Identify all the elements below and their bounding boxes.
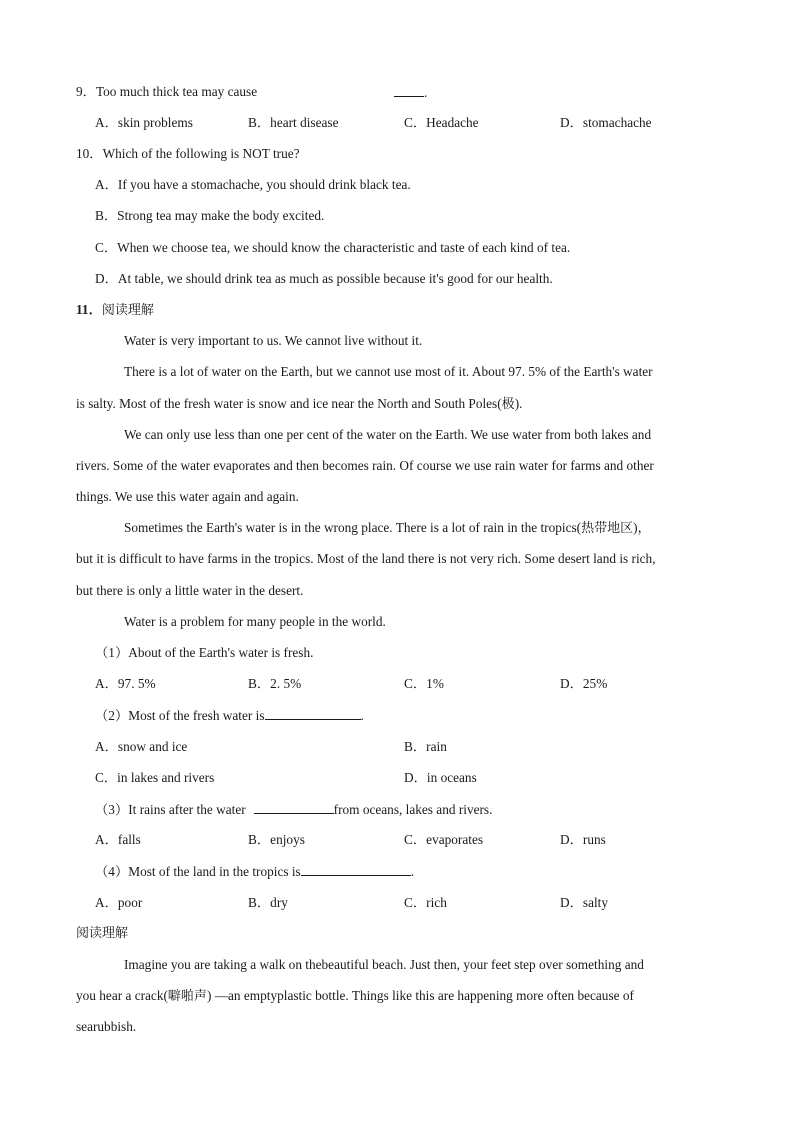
question-number: 10．: [76, 146, 103, 161]
option-text: If you have a stomachache, you should drink black tea.: [117, 177, 411, 192]
option-b: [248, 894, 288, 912]
answer-blank: [265, 706, 361, 720]
option-text: runs: [582, 832, 606, 847]
subquestion-label: （2）: [95, 708, 129, 723]
option-letter: B．: [248, 115, 271, 130]
option-text: rich: [426, 895, 447, 910]
subquestion-3-stem: [95, 800, 492, 819]
option-d: [95, 270, 553, 288]
subquestion-4-stem: [95, 862, 414, 881]
option-c: [95, 239, 570, 257]
option-letter: C．: [95, 240, 118, 255]
passage-line: searubbish.: [76, 1019, 137, 1034]
passage-line: [76, 987, 634, 1006]
question-number: 9．: [76, 84, 96, 99]
question-text: Too much thick tea may cause: [95, 84, 258, 99]
option-d: [560, 831, 606, 849]
question-number: 11．: [76, 302, 102, 317]
option-a: [95, 894, 142, 912]
passage-line: There is a lot of water on the Earth, but we cannot use most of it. About 97. 5% of the Earth's water: [124, 364, 653, 379]
passage-line: but it is difficult to have farms in the tropics. Most of the land there is not very rich. Some desert land is rich,: [76, 551, 656, 566]
option-letter: B．: [248, 832, 271, 847]
subquestion-label: （4）: [95, 864, 129, 879]
subquestion-text: Most of the fresh water is: [128, 708, 265, 723]
section-heading: 阅读理解: [76, 926, 129, 941]
option-text: poor: [117, 895, 143, 910]
option-a: [95, 738, 187, 756]
answer-blank: [301, 862, 411, 876]
passage-paragraph: Water is very important to us. We cannot live without it.: [124, 333, 423, 348]
option-a: [95, 176, 411, 194]
section-heading: 阅读理解: [101, 303, 154, 318]
option-text: 1%: [426, 676, 444, 691]
answer-blank: [254, 800, 334, 814]
option-letter: D．: [560, 676, 583, 691]
punctuation: .: [360, 708, 364, 723]
option-letter: B．: [404, 739, 427, 754]
punctuation: .: [424, 85, 428, 100]
option-letter: D．: [95, 271, 118, 286]
passage-line: things. We use this water again and again.: [76, 489, 299, 504]
option-letter: C．: [404, 832, 427, 847]
option-text: At table, we should drink tea as much as possible because it's good for our health.: [117, 271, 553, 286]
passage-text: Sometimes the Earth's water is in the wrong place. There is a lot of rain in the tropics(: [124, 520, 582, 535]
option-letter: C．: [404, 895, 427, 910]
punctuation: .: [410, 864, 415, 879]
passage-line: We can only use less than one per cent of the water on the Earth. We use water from both lakes and: [124, 427, 652, 442]
option-text: falls: [117, 832, 141, 847]
option-letter: A．: [95, 115, 118, 130]
option-letter: D．: [560, 895, 583, 910]
option-letter: A．: [95, 177, 118, 192]
passage-text: you hear a crack(: [76, 988, 168, 1003]
answer-blank: [394, 83, 424, 97]
option-letter: B．: [248, 895, 271, 910]
option-text: 2. 5%: [270, 676, 302, 691]
option-text: stomachache: [582, 115, 652, 130]
option-a: [95, 114, 193, 132]
option-b: [404, 738, 447, 756]
question-11-heading: [76, 301, 154, 320]
subquestion-text: It rains after the water: [128, 802, 246, 817]
option-text: enjoys: [270, 832, 305, 847]
option-text: 97. 5%: [117, 676, 156, 691]
option-c: [404, 894, 447, 912]
option-letter: D．: [560, 832, 583, 847]
option-c: [404, 114, 479, 132]
passage-gloss: 噼啪声: [167, 989, 207, 1004]
passage-line: [124, 519, 651, 538]
option-letter: C．: [404, 676, 427, 691]
passage-line: [76, 395, 522, 414]
option-text: heart disease: [270, 115, 339, 130]
option-b: [248, 675, 301, 693]
subquestion-label: （1）: [95, 645, 129, 660]
option-letter: A．: [95, 739, 118, 754]
option-a: [95, 831, 141, 849]
option-letter: A．: [95, 832, 118, 847]
option-letter: D．: [404, 770, 427, 785]
option-text: Strong tea may make the body excited.: [117, 208, 325, 223]
option-text: salty: [582, 895, 609, 910]
passage-paragraph: Water is a problem for many people in the world.: [124, 614, 386, 629]
option-text: rain: [426, 739, 447, 754]
question-10-stem: [76, 145, 300, 163]
subquestion-text: About of the Earth's water is fresh.: [128, 645, 314, 660]
option-text: skin problems: [117, 115, 193, 130]
option-letter: B．: [95, 208, 118, 223]
option-letter: A．: [95, 676, 118, 691]
passage-line: rivers. Some of the water evaporates and then becomes rain. Of course we use rain water for farms and other: [76, 458, 654, 473]
punctuation: )，: [633, 520, 651, 535]
subquestion-text: from oceans, lakes and rivers.: [333, 802, 493, 817]
passage-gloss: 极: [501, 397, 515, 412]
option-c: [95, 769, 214, 787]
passage-gloss: 热带地区: [581, 521, 634, 536]
option-text: evaporates: [426, 832, 484, 847]
option-c: [404, 675, 444, 693]
passage-line: but there is only a little water in the desert.: [76, 583, 304, 598]
option-letter: C．: [404, 115, 427, 130]
question-text: Which of the following is NOT true?: [102, 146, 300, 161]
option-b: [95, 207, 324, 225]
option-d: [560, 894, 608, 912]
question-9-blank: [394, 83, 427, 102]
option-c: [404, 831, 483, 849]
punctuation: ).: [514, 396, 523, 411]
passage-line: Imagine you are taking a walk on thebeautiful beach. Just then, your feet step over something and: [124, 957, 644, 972]
option-b: [248, 831, 305, 849]
subquestion-1-stem: [95, 644, 313, 662]
option-text: snow and ice: [117, 739, 188, 754]
subquestion-label: （3）: [95, 802, 129, 817]
option-d: [404, 769, 477, 787]
option-text: dry: [270, 895, 288, 910]
option-text: Headache: [426, 115, 479, 130]
option-d: [560, 114, 652, 132]
subquestion-2-stem: [95, 706, 364, 725]
option-text: in oceans: [426, 770, 477, 785]
passage-text: is salty. Most of the fresh water is snow and ice near the North and South Poles(: [76, 396, 502, 411]
option-text: in lakes and rivers: [117, 770, 215, 785]
option-a: [95, 675, 156, 693]
option-letter: C．: [95, 770, 118, 785]
passage-text: ) —an emptyplastic bottle. Things like this are happening more often because of: [206, 988, 634, 1003]
option-d: [560, 675, 607, 693]
option-b: [248, 114, 338, 132]
option-letter: B．: [248, 676, 271, 691]
option-text: When we choose tea, we should know the characteristic and taste of each kind of tea.: [117, 240, 571, 255]
option-text: 25%: [582, 676, 608, 691]
question-9-stem: [76, 83, 257, 101]
subquestion-text: Most of the land in the tropics is: [128, 864, 301, 879]
option-letter: A．: [95, 895, 118, 910]
option-letter: D．: [560, 115, 583, 130]
